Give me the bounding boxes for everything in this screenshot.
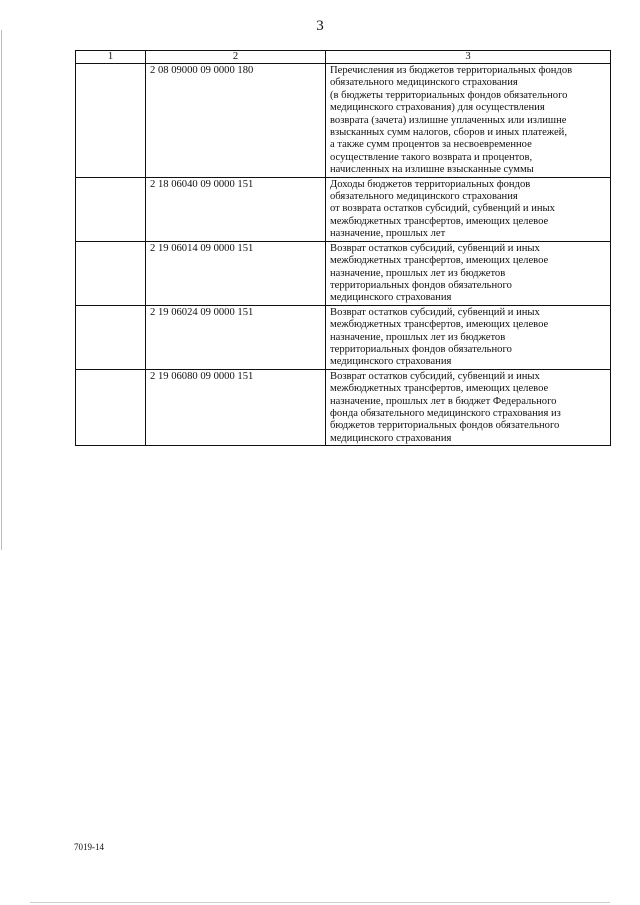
row-index-cell (76, 64, 146, 178)
description-line: медицинского страхования) для осуществления (330, 102, 545, 114)
description-line: от возврата остатков субсидий, субвенций и иных (330, 203, 555, 215)
description-line: фонда обязательного медицинского страхования из (330, 407, 561, 419)
description-line: территориальных фондов обязательного (330, 279, 512, 291)
budget-code-cell: 2 18 06040 09 0000 151 (146, 177, 326, 241)
description-line: осуществление такого возврата и процентов, (330, 151, 533, 163)
table-header-row (76, 51, 611, 64)
row-index-cell (76, 177, 146, 241)
table-row (76, 64, 611, 178)
description-cell (326, 305, 611, 369)
description-cell (326, 369, 611, 445)
description-line: межбюджетных трансфертов, имеющих целевое (330, 319, 549, 331)
description-line: начисленных на излишне взысканные суммы (330, 164, 534, 176)
description-line: медицинского страхования (330, 292, 452, 304)
table-row (76, 177, 611, 241)
description-line: обязательного медицинского страхования (330, 191, 518, 203)
budget-code-cell: 2 19 06024 09 0000 151 (146, 305, 326, 369)
description-cell (326, 177, 611, 241)
description-line: назначение, прошлых лет (330, 228, 446, 240)
description-line: Возврат остатков субсидий, субвенций и иных (330, 242, 540, 254)
scan-edge-line (1, 30, 2, 550)
row-index-cell (76, 369, 146, 445)
description-line: межбюджетных трансфертов, имеющих целевое (330, 255, 549, 267)
description-line: Доходы бюджетов территориальных фондов (330, 178, 531, 190)
description-line: медицинского страхования (330, 356, 452, 368)
column-header-1: 1 (76, 51, 146, 64)
description-line: межбюджетных трансфертов, имеющих целевое (330, 383, 549, 395)
description-cell (326, 64, 611, 178)
description-line: назначение, прошлых лет из бюджетов (330, 267, 506, 279)
bottom-scan-line (30, 902, 610, 903)
budget-classification-table (75, 50, 611, 446)
table-row (76, 369, 611, 445)
description-line: территориальных фондов обязательного (330, 343, 512, 355)
table-row (76, 241, 611, 305)
description-line: возврата (зачета) излишне уплаченных или излишне (330, 114, 567, 126)
description-line: взысканных сумм налогов, сборов и иных платежей, (330, 127, 567, 139)
budget-code-cell: 2 19 06080 09 0000 151 (146, 369, 326, 445)
description-line: Перечисления из бюджетов территориальных фондов (330, 65, 573, 76)
description-cell (326, 241, 611, 305)
description-line: назначение, прошлых лет из бюджетов (330, 331, 506, 343)
description-line: межбюджетных трансфертов, имеющих целевое (330, 215, 549, 227)
description-line: Возврат остатков субсидий, субвенций и иных (330, 370, 540, 382)
page-number: 3 (316, 18, 324, 34)
description-line: назначение, прошлых лет в бюджет Федерального (330, 395, 557, 407)
row-index-cell (76, 241, 146, 305)
column-header-3: 3 (326, 51, 611, 64)
description-line: Возврат остатков субсидий, субвенций и иных (330, 306, 540, 318)
document-code: 7019-14 (74, 842, 104, 852)
description-line: а также сумм процентов за несвоевременное (330, 139, 532, 151)
row-index-cell (76, 305, 146, 369)
column-header-2: 2 (146, 51, 326, 64)
budget-code-cell: 2 19 06014 09 0000 151 (146, 241, 326, 305)
description-line: бюджетов территориальных фондов обязательного (330, 420, 560, 432)
description-line: обязательного медицинского страхования (330, 77, 518, 89)
table-row (76, 305, 611, 369)
description-line: медицинского страхования (330, 432, 452, 444)
description-line: (в бюджеты территориальных фондов обязательного (330, 89, 568, 101)
budget-code-cell: 2 08 09000 09 0000 180 (146, 64, 326, 178)
